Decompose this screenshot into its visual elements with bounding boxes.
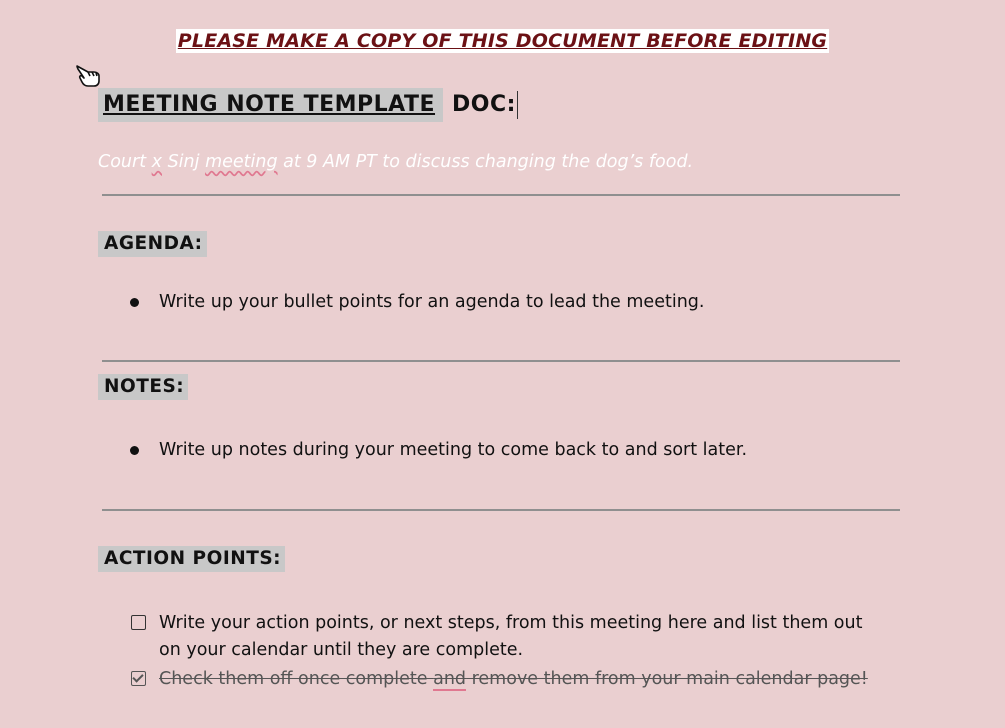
checkbox-unchecked-icon[interactable] [131,615,146,630]
notes-bullet-item[interactable] [128,440,747,460]
divider-1 [102,194,900,196]
action-item-2-part-1: Check them off once complete [159,669,434,689]
title-doc-text[interactable]: DOC: [452,92,516,117]
agenda-bullet-item[interactable] [128,292,704,312]
action-item-2-text [159,666,868,693]
description-part-1: Court [98,152,152,172]
spellcheck-word-x: x [151,152,162,172]
title-main-text[interactable]: MEETING NOTE TEMPLATE [98,88,443,122]
action-item-2-part-2: remove them from your main calendar page! [466,669,868,689]
divider-2 [102,360,900,362]
checkbox-checked-icon[interactable] [131,671,146,686]
bullet-dot-icon [130,446,139,455]
agenda-bullet-text: Write up your bullet points for an agenda to lead the meeting. [159,292,705,312]
spellcheck-word-and: and [433,669,467,689]
divider-3 [102,509,900,511]
agenda-heading[interactable]: AGENDA: [98,231,207,257]
spellcheck-word-meeting: meeting [205,152,278,172]
notes-bullet-text: Write up notes during your meeting to come back to and sort later. [159,440,748,460]
copy-notice-text: PLEASE MAKE A COPY OF THIS DOCUMENT BEFORE EDITING [177,30,828,52]
description-part-2: Sinj [162,152,206,172]
pointing-hand-cursor-icon [74,62,104,88]
document-title[interactable] [98,88,518,122]
action-item-1-line-1: Write your action points, or next steps, from this meeting here and list them out [159,613,863,633]
action-item-1-line-2: on your calendar until they are complete. [159,640,524,660]
description-part-3: at 9 AM PT to discuss changing the dog’s food. [277,152,694,172]
meeting-description[interactable] [98,152,693,172]
action-points-heading[interactable]: ACTION POINTS: [98,546,285,572]
bullet-dot-icon [130,298,139,307]
notes-heading[interactable]: NOTES: [98,374,188,400]
copy-notice-banner [0,29,1005,53]
